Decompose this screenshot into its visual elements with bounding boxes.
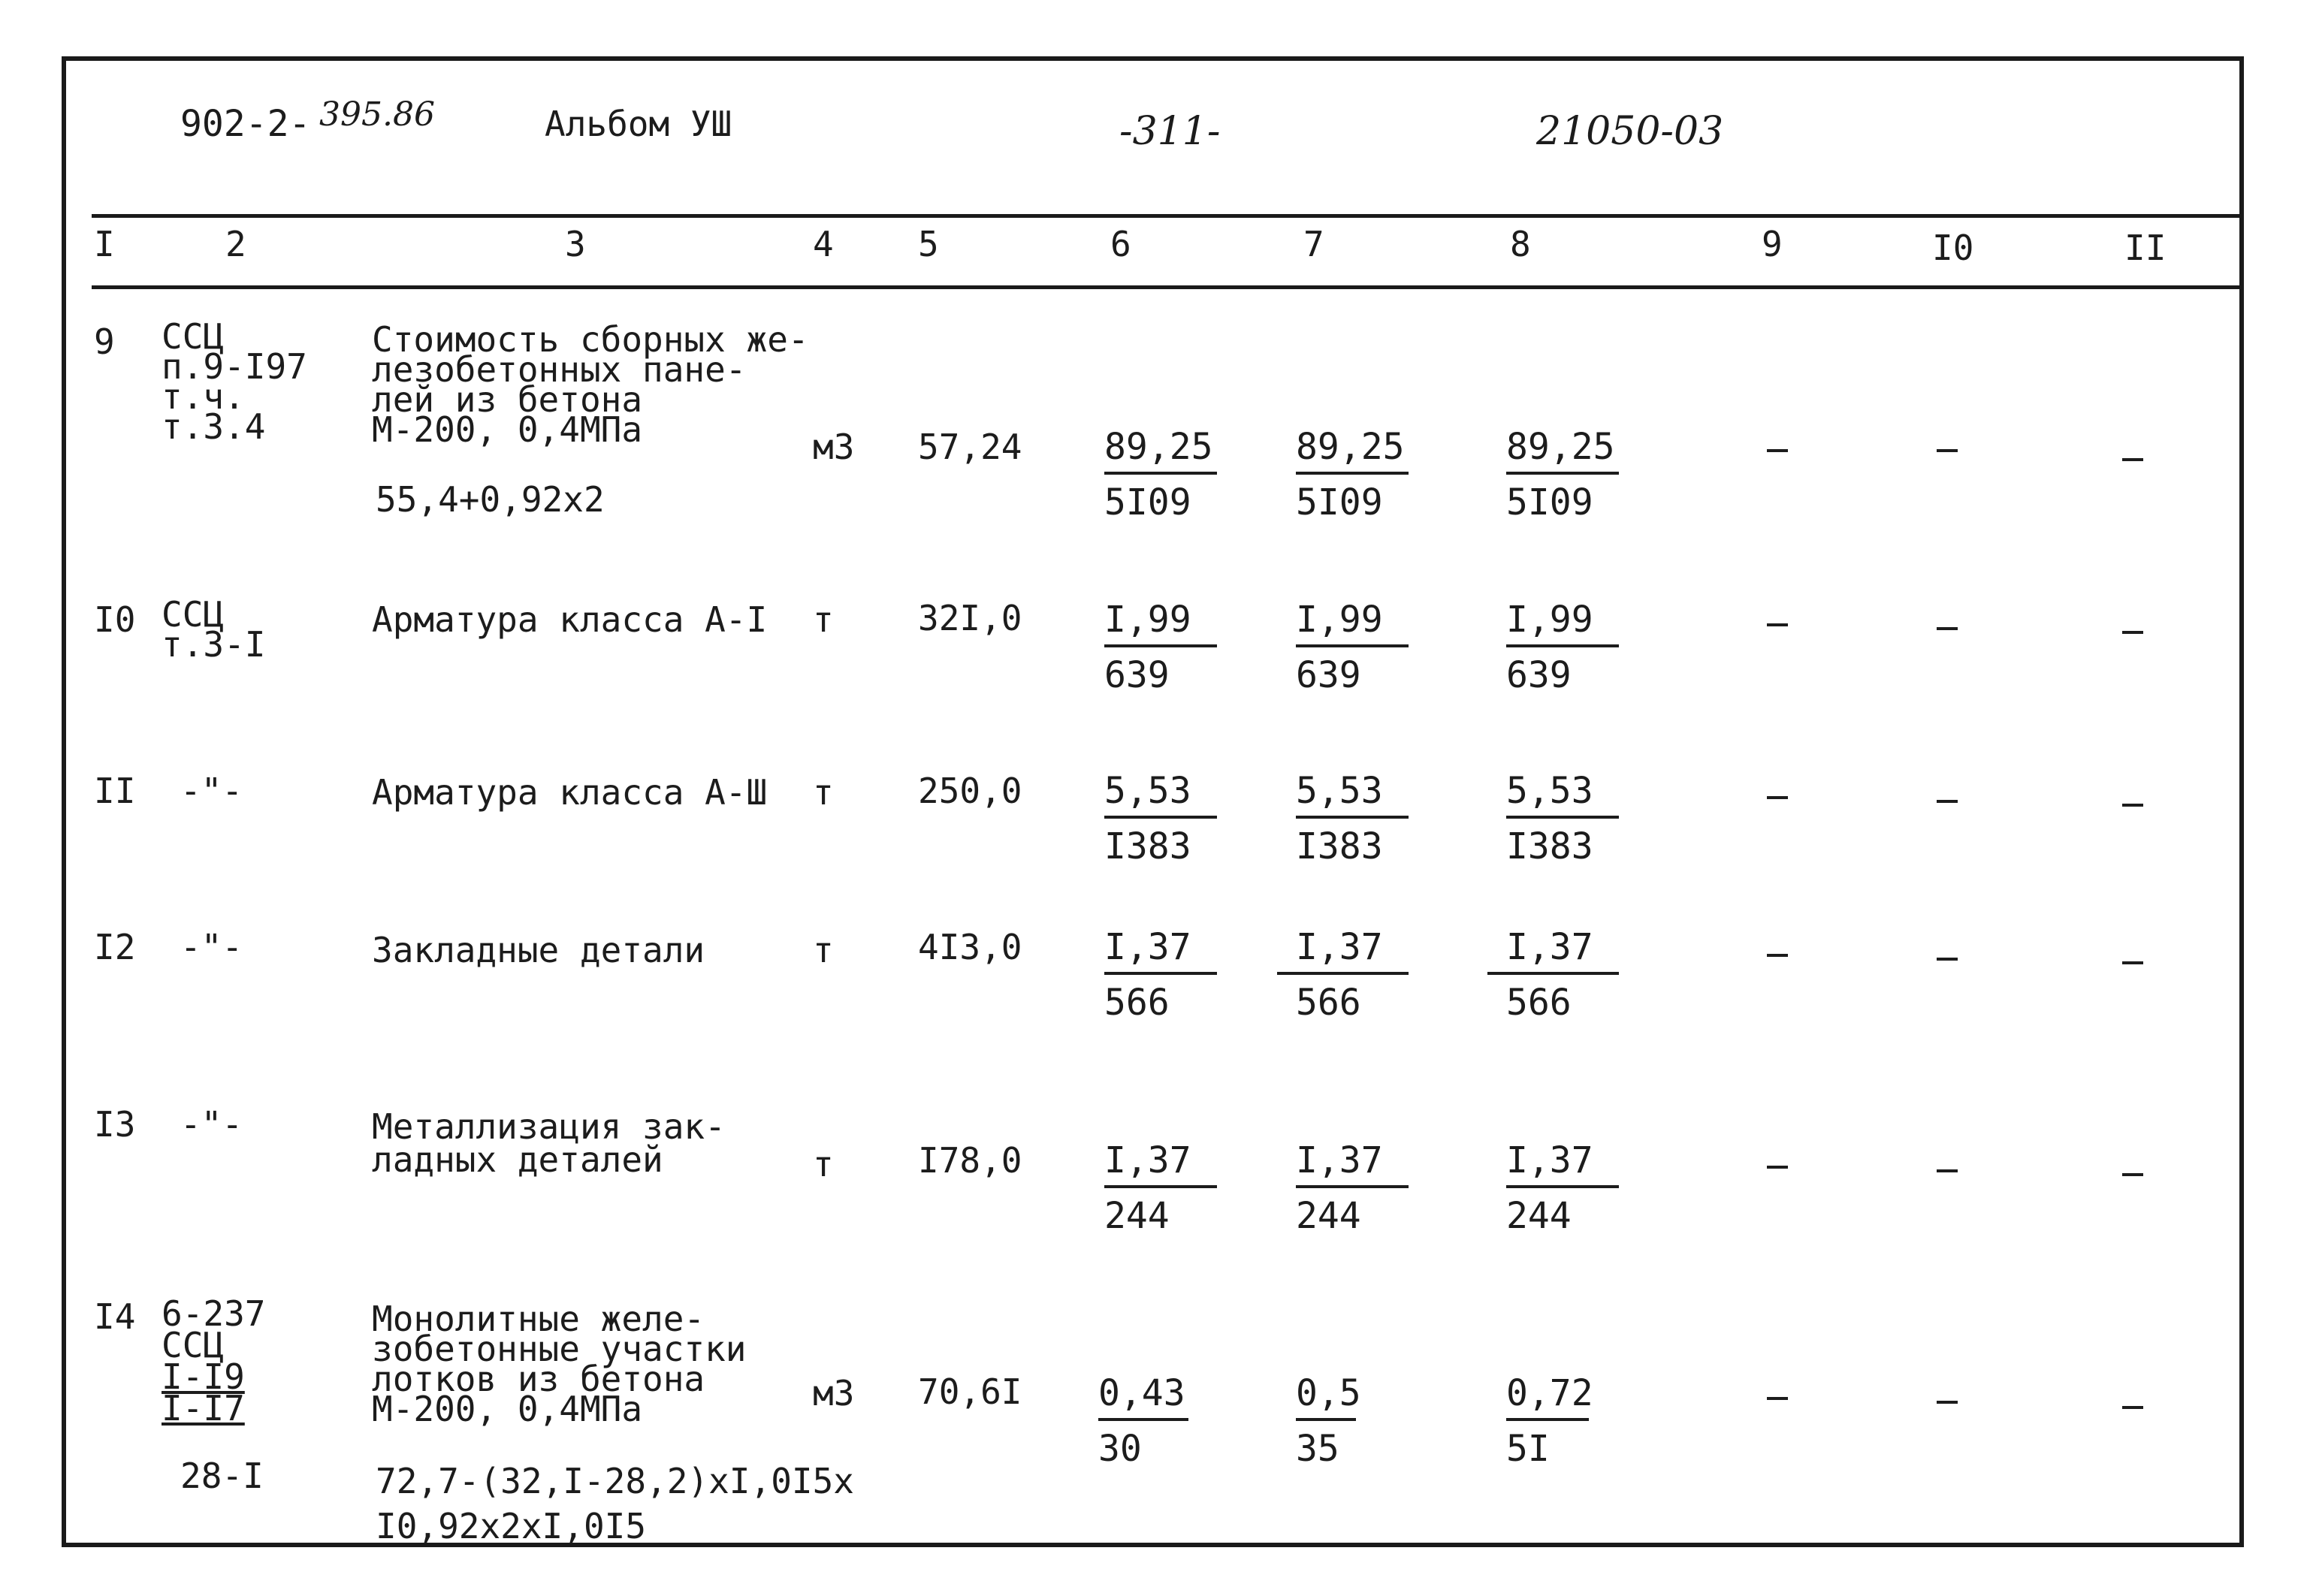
row-quantity: 250,0	[918, 771, 1022, 811]
row-description: Арматура класса А-I	[372, 599, 768, 640]
row-cost-col7: $\frac{I,37}{566}$	[1277, 925, 1405, 1024]
row-reference-extra: 28-I	[180, 1456, 264, 1496]
row-number: 9	[94, 321, 115, 362]
row-cost-col7: $\frac{89,25}{5I09}$	[1296, 425, 1424, 524]
row-reference: -"-	[180, 927, 243, 967]
header-rule-top	[92, 214, 2244, 218]
row-reference: 6-237 ССЦ I-I9 I-I7	[162, 1293, 266, 1429]
row-cost-col6: $\frac{I,37}{566}$	[1104, 925, 1232, 1024]
row-calculation: 55,4+0,92х2	[376, 479, 605, 520]
row-col10-dash	[1937, 627, 1958, 630]
col-header-2: 2	[225, 224, 246, 264]
row-cost-col7: $\frac{5,53}{I383}$	[1296, 769, 1424, 868]
row-description: Монолитные желе- зобетонные участки лотков из бетона М-200, 0,4МПа	[372, 1299, 747, 1429]
header-rule-bottom	[92, 285, 2244, 289]
row-cost-col6: $\frac{89,25}{5I09}$	[1104, 425, 1232, 524]
row-col10-dash	[1937, 800, 1958, 803]
row-col11-dash	[2122, 1173, 2143, 1176]
row-description: Закладные детали	[372, 930, 705, 970]
doc-code-handwritten: 395.86	[319, 95, 435, 134]
row-col10-dash	[1937, 449, 1958, 452]
row-cost-col8: $\frac{I,37}{566}$	[1487, 925, 1615, 1024]
row-col9-dash	[1767, 623, 1788, 626]
row-unit: т	[813, 772, 834, 813]
row-col9-dash	[1767, 1166, 1788, 1169]
row-col10-dash	[1937, 958, 1958, 961]
row-col9-dash	[1767, 449, 1788, 452]
row-col9-dash	[1767, 954, 1788, 957]
row-unit: м3	[813, 1373, 855, 1413]
row-cost-col6: $\frac{I,99}{639}$	[1104, 598, 1232, 697]
row-cost-col7: $\frac{I,37}{244}$	[1296, 1139, 1424, 1238]
page-number: -311-	[1119, 109, 1221, 154]
row-col11-dash	[2122, 804, 2143, 807]
row-description: Арматура класса А-Ш	[372, 772, 768, 813]
row-unit: м3	[813, 427, 855, 467]
album-label: Альбом УШ	[545, 104, 732, 144]
row-reference: ССЦ п.9-I97 т.ч. т.3.4	[162, 316, 307, 447]
col-header-8: 8	[1510, 224, 1531, 264]
row-reference: -"-	[180, 1104, 243, 1145]
row-cost-col7: $\frac{I,99}{639}$	[1296, 598, 1424, 697]
row-col11-dash	[2122, 961, 2143, 964]
row-description: Стоимость сборных же- лезобетонных пане- лей из бетона М-200, 0,4МПа	[372, 319, 809, 450]
row-number: I3	[94, 1104, 136, 1145]
row-col11-dash	[2122, 631, 2143, 634]
row-unit: т	[813, 930, 834, 970]
row-cost-col8: $\frac{I,37}{244}$	[1506, 1139, 1634, 1238]
row-col11-dash	[2122, 1406, 2143, 1409]
col-header-4: 4	[813, 224, 834, 264]
col-header-5: 5	[918, 224, 939, 264]
row-unit: т	[813, 599, 834, 640]
row-number: I4	[94, 1296, 136, 1337]
row-cost-col8: $\frac{0,72}{5I}$	[1506, 1372, 1593, 1470]
row-col11-dash	[2122, 458, 2143, 461]
col-header-7: 7	[1303, 224, 1324, 264]
row-cost-col6: $\frac{5,53}{I383}$	[1104, 769, 1232, 868]
sheet-code: 21050-03	[1536, 109, 1724, 154]
col-header-6: 6	[1110, 224, 1131, 264]
row-col10-dash	[1937, 1401, 1958, 1404]
row-number: II	[94, 771, 136, 811]
col-header-3: 3	[565, 224, 586, 264]
row-number: I2	[94, 927, 136, 967]
row-quantity: I78,0	[918, 1140, 1022, 1181]
col-header-10: I0	[1932, 228, 1974, 268]
row-col9-dash	[1767, 796, 1788, 799]
row-col9-dash	[1767, 1397, 1788, 1400]
row-quantity: 32I,0	[918, 598, 1022, 638]
row-cost-col8: $\frac{I,99}{639}$	[1506, 598, 1634, 697]
row-quantity: 57,24	[918, 427, 1022, 467]
row-cost-col8: $\frac{5,53}{I383}$	[1506, 769, 1634, 868]
row-reference: ССЦ т.3-I	[162, 594, 266, 665]
row-number: I0	[94, 599, 136, 640]
row-cost-col8: $\frac{89,25}{5I09}$	[1506, 425, 1634, 524]
row-cost-col7: $\frac{0,5}{35}$	[1296, 1372, 1361, 1470]
row-description: Металлизация зак- ладных деталей	[372, 1106, 726, 1180]
row-reference: -"-	[180, 771, 243, 811]
col-header-11: II	[2124, 228, 2167, 268]
row-quantity: 70,6I	[918, 1371, 1022, 1412]
row-quantity: 4I3,0	[918, 927, 1022, 967]
row-cost-col6: $\frac{I,37}{244}$	[1104, 1139, 1232, 1238]
row-unit: т	[813, 1144, 834, 1184]
row-col10-dash	[1937, 1169, 1958, 1172]
col-header-9: 9	[1762, 224, 1783, 264]
col-header-1: I	[94, 224, 115, 264]
row-calculation: 72,7-(32,I-28,2)хI,0I5х I0,92х2хI,0I5	[376, 1461, 854, 1546]
row-cost-col6: $\frac{0,43}{30}$	[1098, 1371, 1226, 1471]
doc-code: 902-2-	[180, 103, 311, 145]
